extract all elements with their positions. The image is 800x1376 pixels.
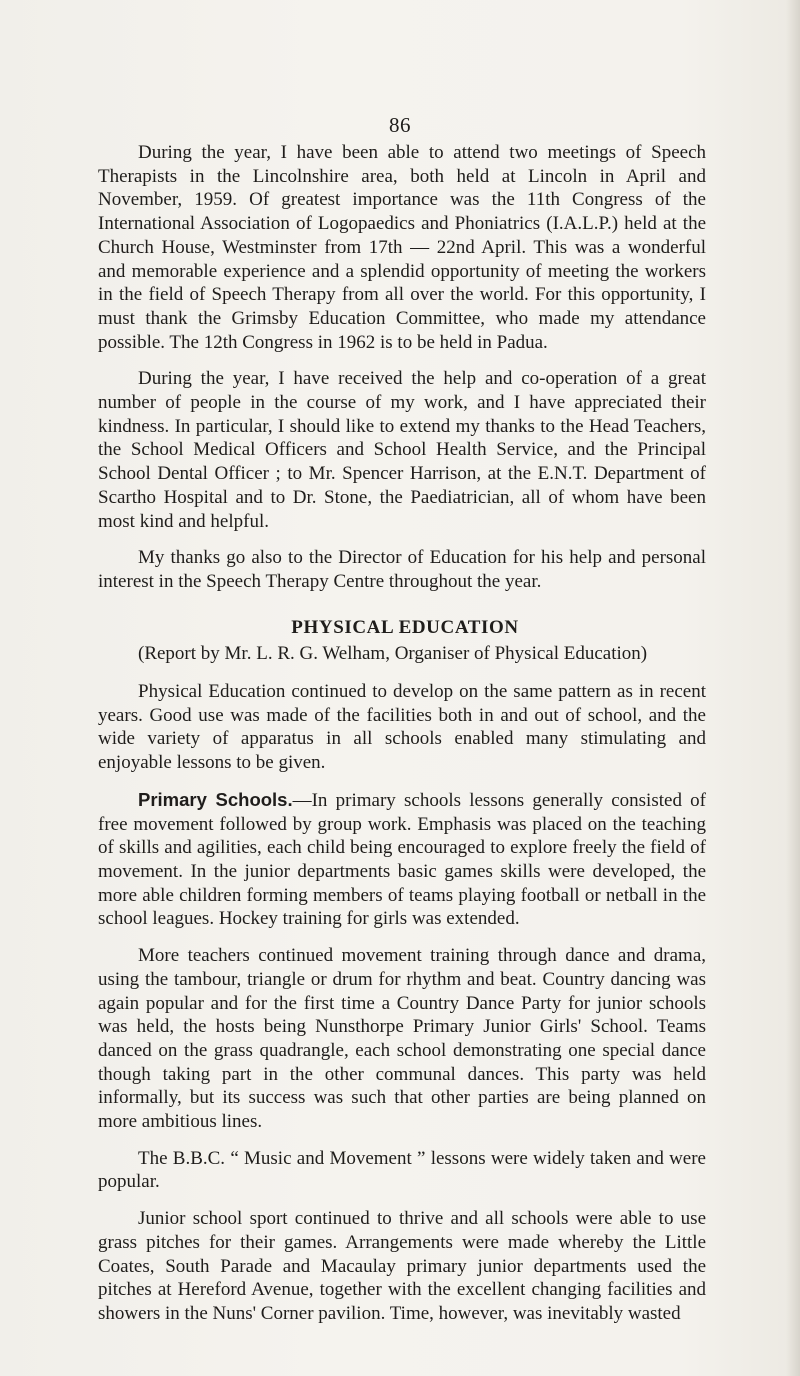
report-body — [98, 141, 706, 1339]
page-edge-shadow — [786, 0, 800, 1376]
paragraph-music-movement: The B.B.C. “ Music and Movement ” lessons were widely taken and were popular. — [98, 1147, 706, 1193]
section-subheading: (Report by Mr. L. R. G. Welham, Organiser of Physical Education) — [138, 643, 648, 665]
paragraph-primary-schools — [98, 788, 706, 931]
page-number: 86 — [389, 113, 411, 137]
paragraph-director-thanks: My thanks go also to the Director of Education for his help and personal interest in the Speech Therapy Centre throughout the year. — [98, 547, 706, 592]
paragraph-acknowledgements: During the year, I have received the help and co-operation of a great number of people in the course of my work, and I have appreciated their kindness. In particular, I should like to extend my thanks to the Head Teachers, the School Medical Officers and School Health Service, and the Principal School Dental Officer ; to Mr. Spencer Harrison, at the E.N.T. Department of Scartho Hospital and to Dr. Stone, the Paediatrician, all of whom have been most kind and helpful. — [98, 368, 706, 532]
paragraph-congress: During the year, I have been able to attend two meetings of Speech Therapists in the Lincolnshire area, both held at Lincoln in April and November, 1959. Of greatest importance was the 11th Congress of the International Association of Logopaedics and Phoniatrics (I.A.L.P.) held at the Church House, Westminster from 17th — 22nd April. This was a wonderful and memorable experience and a splendid opportunity of meeting the workers in the field of Speech Therapy from all over the world. For this opportunity, I must thank the Grimsby Education Committee, who made my attendance possible. The 12th Congress in 1962 is to be held in Padua. — [98, 142, 706, 353]
section-heading: PHYSICAL EDUCATION — [291, 616, 519, 638]
paragraph-pe-intro: Physical Education continued to develop on the same pattern as in recent years. Good use was made of the facilities both in and out of school, and the wide variety of apparatus in all schools enabled many stimulating and enjoyable lessons to be given. — [98, 681, 706, 774]
paragraph-junior-sport: Junior school sport continued to thrive and all schools were able to use grass pitches for their games. Arrangements were made whereby the Little Coates, South Parade and Macaulay primary junior departments used the pitches at Hereford Avenue, together with the excellent changing facilities and showers in the Nuns' Corner pavilion. Time, however, was inevitably wasted — [98, 1208, 706, 1324]
primary-schools-label: Primary Schools. — [138, 788, 293, 810]
paragraph-dance-drama: More teachers continued movement training through dance and drama, using the tambour, triangle or drum for rhythm and beat. Country dancing was again popular and for the first time a Country Dance Party for junior schools was held, the hosts being Nunsthorpe Primary Junior Girls' School. Teams danced on the grass quadrangle, each school demonstrating one special dance though taking part in the other communal dances. This party was held informally, but its success was such that other parties are being planned on more ambitious lines. — [98, 945, 706, 1133]
primary-schools-text: —In primary schools lessons generally consisted of free movement followed by group work. Emphasis was placed on the teaching of skills and agilities, each child being encouraged to explore freely the field of movement. In the junior departments basic games skills were developed, the more able children forming members of teams playing football or netball in the school leagues. Hockey training for girls was extended. — [98, 789, 706, 930]
